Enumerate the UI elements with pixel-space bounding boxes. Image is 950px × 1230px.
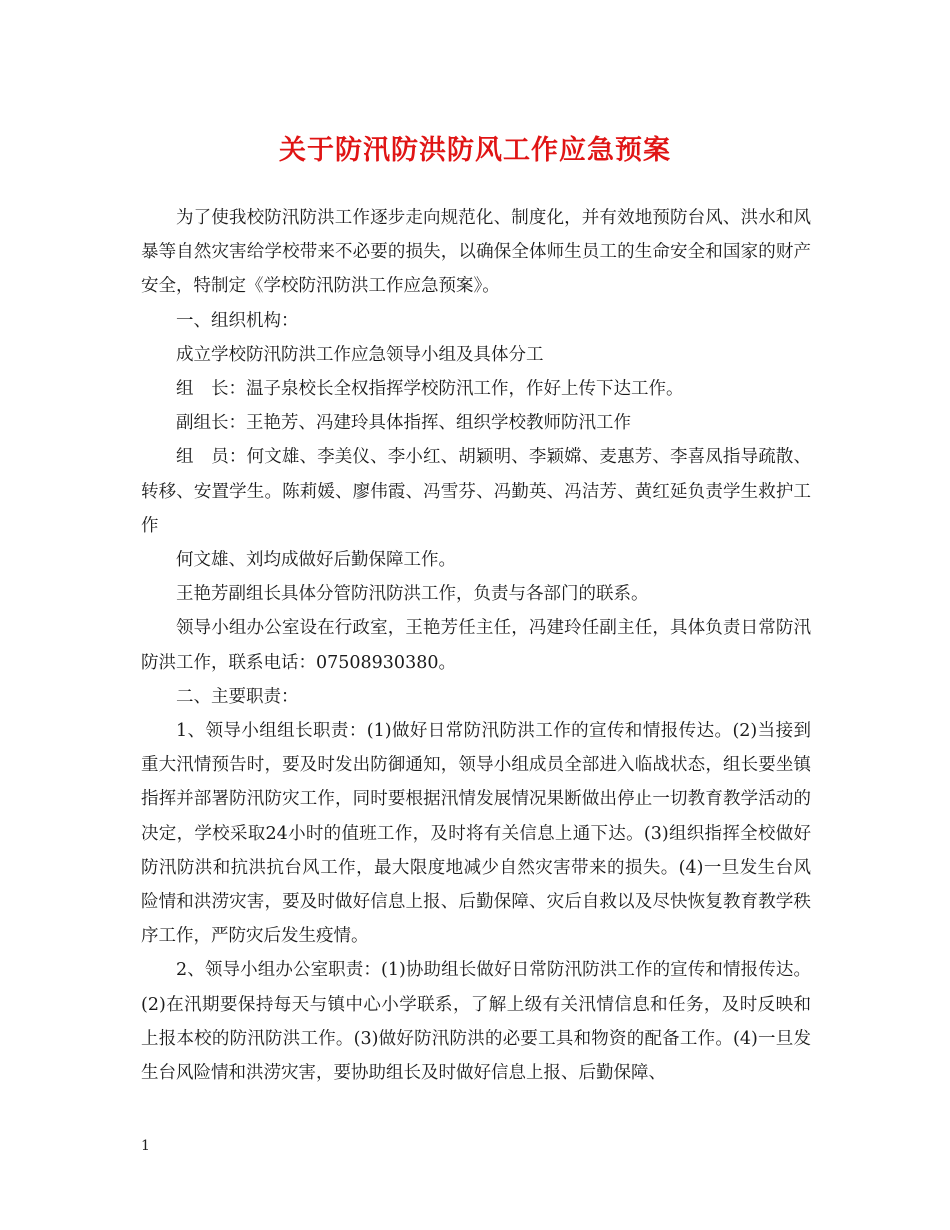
page-number: 1 (141, 1138, 150, 1154)
section-heading-organization: 一、组织机构： (176, 310, 299, 331)
paragraph-deputy-leader: 副组长：王艳芳、冯建玲具体指挥、组织学校教师防汛工作 (176, 413, 631, 434)
document-title: 关于防汛防洪防风工作应急预案 (279, 135, 671, 166)
paragraph-leadership-group: 成立学校防汛防洪工作应急领导小组及具体分工 (176, 344, 544, 365)
paragraph-intro: 为了使我校防汛防洪工作逐步走向规范化、制度化，并有效地预防台风、洪水和风暴等自然灾害给学校带来不必要的损失，以确保全体师生员工的生命安全和国家的财产安全，特制定《学校防汛防洪工作应急预案》。 (141, 208, 811, 297)
section-heading-duties: 二、主要职责： (176, 686, 299, 707)
paragraph-office-duties: 2、领导小组办公室职责：(1)协助组长做好日常防汛防洪工作的宣传和情报传达。(2)在汛期要保持每天与镇中心小学联系，了解上级有关汛情信息和任务，及时反映和上报本校的防汛防洪工作。(3)做好防汛防洪的必要工具和物资的配备工作。(4)一旦发生台风险情和洪涝灾害，要协助组长及时做好信息上报、后勤保障、 (141, 960, 811, 1084)
paragraph-group-leader: 组 长：温子泉校长全权指挥学校防汛工作，作好上传下达工作。 (176, 379, 684, 400)
document-body (141, 201, 811, 1090)
paragraph-deputy-duty: 王艳芳副组长具体分管防汛防洪工作，负责与各部门的联系。 (176, 584, 649, 605)
paragraph-office: 领导小组办公室设在行政室，王艳芳任主任，冯建玲任副主任，具体负责日常防汛防洪工作，联系电话：07508930380。 (141, 618, 811, 673)
paragraph-leader-duties: 1、领导小组组长职责：(1)做好日常防汛防洪工作的宣传和情报传达。(2)当接到重大汛情预告时，要及时发出防御通知，领导小组成员全部进入临战状态，组长要坐镇指挥并部署防汛防灾工作，同时要根据汛情发展情况果断做出停止一切教育教学活动的决定，学校采取24小时的值班工作，及时将有关信息上通下达。(3)组织指挥全校做好防汛防洪和抗洪抗台风工作，最大限度地减少自然灾害带来的损失。(4)一旦发生台风险情和洪涝灾害，要及时做好信息上报、后勤保障、灾后自救以及尽快恢复教育教学秩序工作，严防灾后发生疫情。 (141, 721, 811, 947)
paragraph-group-members: 组 员：何文雄、李美仪、李小红、胡颖明、李颖嫦、麦惠芳、李喜凤指导疏散、转移、安置学生。陈莉媛、廖伟霞、冯雪芬、冯勤英、冯洁芳、黄红延负责学生救护工作 (141, 447, 811, 536)
paragraph-logistics: 何文雄、刘均成做好后勤保障工作。 (176, 550, 456, 571)
